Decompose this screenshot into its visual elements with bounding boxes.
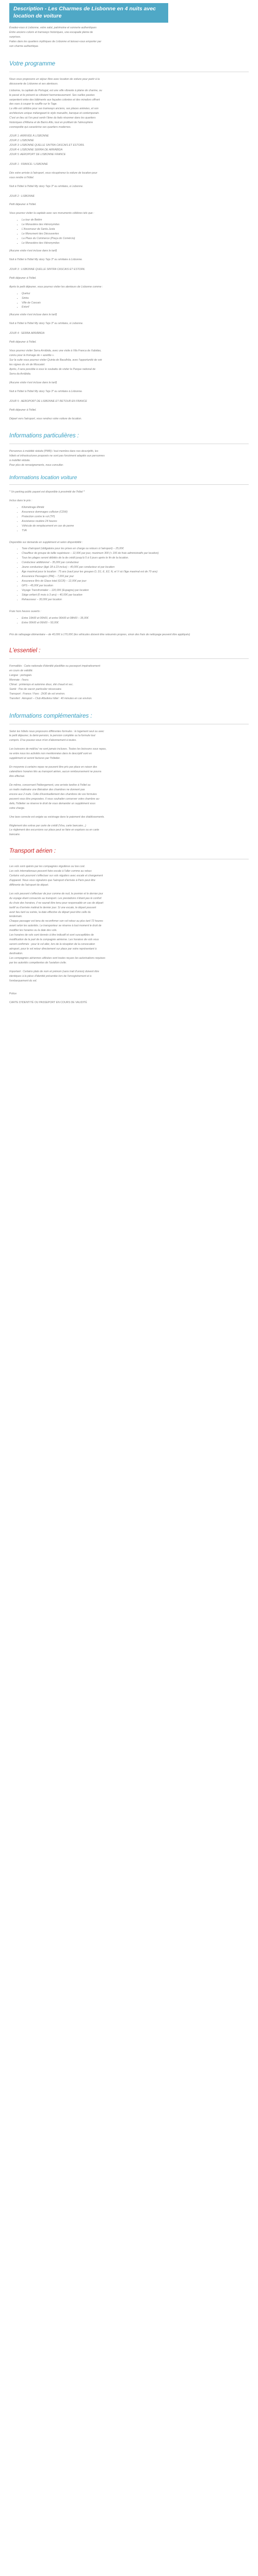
spacer xyxy=(9,253,249,258)
list-item: • Chauffeur de groupe de taille supérieure – 12,90€ par jour, maximum 300 (+ 10€ de frais administratifs par location) xyxy=(22,551,249,556)
day-title: JOUR 3 : LISBONNE QUELLE SINTRA CASCAIS ET ESTORIL xyxy=(9,267,86,271)
spacer xyxy=(9,629,249,633)
complementaires-title: Informations complémentaires : xyxy=(9,713,92,719)
location-title: Informations location voiture xyxy=(9,474,77,481)
day-text: Après, il sera possible à vous le soubattu de visiter le Parque national de xyxy=(9,367,95,371)
overview-item: JOUR 1: ARRIVÉE À LISBONNE xyxy=(9,134,49,138)
spacer xyxy=(9,385,249,389)
essentiel-line: en cours de validité. xyxy=(9,669,34,673)
spacer xyxy=(9,167,249,171)
para-line: du voyage étant consacrés au transport. Les prestations n'étant pas le confort xyxy=(9,896,102,900)
day-title: JOUR 2 : LISBONNE xyxy=(9,194,35,198)
essentiel-line: Langue : portugais. xyxy=(9,674,33,677)
day-2 xyxy=(9,194,249,262)
list-item: • GPS – 45,00€ par location xyxy=(22,584,249,588)
list-item: ▪ Le Monastère des Hiéronymites xyxy=(22,241,249,246)
spacer xyxy=(9,984,249,988)
spacer xyxy=(9,130,249,134)
pratiques-line: hôtels et infrastructures proposés ne sont pas forcément adaptés aux personnes xyxy=(9,454,105,458)
para-line: Certains vols pourront s'effectuer sur vols réguliers avec escale et changement xyxy=(9,874,103,877)
programme-overview xyxy=(9,134,249,157)
day-title: JOUR 5 : AEROPORT DE LISBONNE ET RETOUR EN FRANCE xyxy=(9,399,87,403)
para-line: delà, l'hôtelier se réserve le droit de vous demander un supplément sous xyxy=(9,802,95,805)
para-line: De même, concernant l'hébergement, une arrivée tardive à l'hôtel ou xyxy=(9,783,91,787)
spacer xyxy=(9,317,249,321)
page xyxy=(9,0,249,1020)
programme-lead-line: La ville est célèbre pour ses tramways anciens, ses places animées, et son xyxy=(9,107,99,111)
day-hotel: Nuit à l'hôtel à l'hôtel My story Tejo 3* ou similaire, à Lisbonne. xyxy=(9,184,84,188)
spacer xyxy=(9,336,249,340)
programme-lead-line: C'est un lieu où l'on peut sentir l'âme du fado résonner dans les quartiers xyxy=(9,116,96,120)
deposit-text: Prix de rattrapage élémentaire – de 40,00€ à 170,00€ (les véhicules doivent être retournés propres, sinon des frais de nettoyage peuvent être appliqués) xyxy=(9,633,190,636)
day-text: Après le petit déjeuner, vous pourrez visiter les alentours de Lisbonne comme : xyxy=(9,285,103,289)
list-item: • Conducteur additionnel – 35,00€ par conducteur xyxy=(22,561,249,565)
para-line: identiques à la pièce d'identité présentée lors de l'enregistrement et à xyxy=(9,974,92,978)
day-text: Sur la suite vous pourrez visiter Quinta de Bacalhôa, avec l'opportunité de voir xyxy=(9,359,102,362)
para-line: seront confirmés : pour le vol aller, lors de la réception de la convocation xyxy=(9,943,95,946)
para-line: d'appareil. Nous vous signalons que l'aéroport d'arrivée à Paris peut être xyxy=(9,878,95,882)
spacer xyxy=(9,536,249,540)
pratiques-line: à mobilité réduite. xyxy=(9,459,30,463)
spacer xyxy=(9,820,249,824)
para-line: Les boissons de midi/ou' ne sont jamais incluses. Toutes les boissons sous repas, xyxy=(9,748,107,751)
para-line: l'embarquement du vol. xyxy=(9,979,37,982)
essentiel-title: L'essentiel : xyxy=(9,648,41,654)
day-note: (Aucune visite n'est incluse dans le tarif) xyxy=(9,313,57,317)
monument-list xyxy=(9,218,249,246)
overview-item: JOUR 4: LISBONNE SERRA DE ARRÁBIDA xyxy=(9,148,63,151)
list-item: • Rehausseur – 30,00€ par location xyxy=(22,598,249,602)
day-4 xyxy=(9,331,249,394)
spacer xyxy=(9,996,249,1001)
para-line: par les autorités compétentes de l'aviation civile. xyxy=(9,961,67,964)
para-line: tardif ou d'arrivée matinal le dernier jour. Si une escale, le départ pouvant xyxy=(9,906,96,909)
spacer xyxy=(9,207,249,211)
list-item: • Entre 19h00 et 00h00, et entre 06h00 et 08h00 – 35,00€ xyxy=(22,616,249,621)
list-item: • Entre 00h00 et 06h00 – 50,00€ xyxy=(22,621,249,625)
day-hotel: Nuit à l'hôtel à l'hôtel My story Tejo 3* ou similaire à Lisbonne. xyxy=(9,389,83,393)
list-item: • TVA xyxy=(22,529,249,533)
day-text: Dès votre arrivée à l'aéroport, vous récupérerez la voiture de location pour xyxy=(9,171,98,175)
essentiel-line: Monnaie : l'euro. xyxy=(9,679,29,682)
complementaires-para xyxy=(9,765,249,779)
options-list xyxy=(9,547,249,602)
pratiques-line: Pour plus de renseignements, nous consulter. xyxy=(9,464,64,467)
list-item: • Assurance Bris de Glace total (GCR) – 12,00€ par jour xyxy=(22,579,249,584)
para-line: lendemain. xyxy=(9,915,23,919)
complementaires-para xyxy=(9,824,249,838)
list-item: • Véhicule de remplacement en cas de panne xyxy=(22,524,249,529)
list-item: • Jeune conducteur (âgé 18 à 23 inclus) – 40,00€ par conducteur et par location xyxy=(22,565,249,570)
para-line: Les vols peuvent s'effectuer de jour comme de nuit, le premier et le dernier jour xyxy=(9,892,103,895)
spacer xyxy=(9,404,249,408)
programme-lead-line: des vues à couper le souffle sur le Tage. xyxy=(9,103,57,106)
police-text: CARTE D'IDENTITÉ OU PASSEPORT EN COURS DE VALIDITÉ xyxy=(9,1001,87,1004)
day-text: Départ vers l'aéroport, vous rendrez votre voiture de location. xyxy=(9,417,82,420)
spacer xyxy=(9,198,249,202)
day-title: JOUR 4 : SERRA ARRÁBIDA xyxy=(9,332,45,335)
options-label: Disponible sur demande en supplément et selon disponibilité : xyxy=(9,540,83,544)
spacer xyxy=(9,495,249,499)
list-item: ▪ Ville de Cascais xyxy=(22,301,249,306)
day-meal: Petit déjeuner à l'hôtel. xyxy=(9,341,37,344)
overview-item: JOUR 2: LISBONNE xyxy=(9,139,34,143)
day-note: (Aucune visite n'est incluse dans le tarif) xyxy=(9,249,57,252)
programme-lead-line: historiques d'Alfama et de Bairro Alto, tout en profitant de l'atmosphère xyxy=(9,121,93,125)
programme-lead-line: architecture unique mélangeant le style manuélin, baroque et contemporain. xyxy=(9,112,100,115)
day-text: connu pour la fromage de « azeitão ». xyxy=(9,354,55,358)
intro-line: Évadez-vous à Lisbonne, votre salut, patrimoine et sonnerie authentiques xyxy=(9,26,96,30)
day-3 xyxy=(9,267,249,326)
intro-line: son charme authentique. xyxy=(9,45,39,48)
programme-lead-line: cosmopolite qui caractérise ses quartiers modernes. xyxy=(9,126,71,129)
programme-lead-line: Lisbonne, la capitale du Portugal, est une ville vibrante à plaine de charme, ou xyxy=(9,89,102,92)
pratiques-text xyxy=(9,449,249,468)
spacer xyxy=(9,377,249,381)
essentiel-line: Transport : France / Faro : 2h30 de vol environ. xyxy=(9,692,66,696)
complementaires-para xyxy=(9,730,249,743)
para-line: Les compagnies aériennes utilisées sont toutes reçues les autorisations requises xyxy=(9,956,105,960)
para-line: Les horaires de vols sont donnés à titre indicatif et sont susceptibles de xyxy=(9,934,94,937)
programme-lead-line: le passé et le présent se côtoient harmonieusement. Ses ruelles pavées xyxy=(9,93,95,97)
list-item: • Kilométrage illimité xyxy=(22,505,249,510)
divider xyxy=(9,658,249,659)
day-hotel: Nuit à l'hôtel à l'hôtel My story Tejo 3* ou similaire à Lisbonne. xyxy=(9,258,83,261)
pratiques-line: Personnes à mobilité réduite (PMR) / tout membre dans nos descriptifs, les xyxy=(9,450,99,453)
list-item: • Taxe d'aéroport (obligatoire pour les prises en charge ou retours à l'aéroport) – 25,00€ xyxy=(22,547,249,551)
para-line: Chaque passager est tenu de reconfirmer son vol retour au plus tard 72 heures xyxy=(9,920,103,923)
list-item: • Tous les plages seront débités de la de crédit jusqu'à 5 à 6 jours après le fin de la location. xyxy=(22,556,249,561)
included-label: Inclus dans le prix : xyxy=(9,499,33,502)
intro xyxy=(9,26,249,49)
overview-item: JOUR 3: LISBONNE QUELLE SINTRA CASCAIS ET ESTORIL xyxy=(9,143,85,147)
para-line: Les vols sont opérés par les compagnies régulières ou low cost. xyxy=(9,865,86,869)
pratiques-title: Informations particulières : xyxy=(9,433,79,439)
para-line: un matin matinaire une libération des chambres ne donnent pas xyxy=(9,788,85,791)
spacer xyxy=(9,779,249,783)
para-line: aéroport, pour le vol retour directement sur place par votre représentant à xyxy=(9,947,96,951)
spacer xyxy=(9,345,249,349)
para-line: le petit déjeuner, la demi-pension, la pension complète ou la formule tout xyxy=(9,734,95,738)
essentiel-line: Climat : printemps et automne doux, été chaud et sec. xyxy=(9,683,74,686)
day-5 xyxy=(9,399,249,421)
transport-para xyxy=(9,865,249,888)
list-item: ▪ Estoril xyxy=(22,305,249,310)
spacer xyxy=(9,988,249,992)
para-line: encore aux 2 nuits. Celle d'éventuellement des chambres de vos formules xyxy=(9,792,97,796)
spacer xyxy=(9,743,249,747)
list-item: ▪ Queluz xyxy=(22,292,249,296)
list-item: • Protection contre le vol (TP) xyxy=(22,515,249,519)
para-line: avant selon les autorités. Le transporteur se réserve à tout moment le droit de xyxy=(9,924,102,928)
spacer xyxy=(9,888,249,892)
para-line: calendriers horaires liés au transport aérien, aucun remboursement ne pourra xyxy=(9,770,102,774)
para-line: modification de la part de la compagnie aérienne. Les horaires de vols vous xyxy=(9,938,99,942)
spacer xyxy=(9,605,249,609)
intro-line: Faites dans les quartiers mythiques de Lisbonne et laissez-vous emporter par xyxy=(9,40,102,44)
para-line: bancaire. xyxy=(9,833,21,837)
list-item: ▪ La tour de Belém xyxy=(22,218,249,223)
para-line: En moyenne à certains repas ne pouvent être pris par place en raison des xyxy=(9,766,98,769)
list-item: ▪ L'Ascenseur de Santa Justa xyxy=(22,227,249,232)
list-item: • Voyage Transfrontalier – 120,00€ (Espagne) par location xyxy=(22,588,249,593)
spacer xyxy=(9,180,249,184)
para-line: Une taxe correcte est exigée au voisinage dans le paiement des établissements. xyxy=(9,815,105,819)
spacer xyxy=(9,413,249,417)
day-1 xyxy=(9,162,249,189)
list-item: ▪ Le Monastère des Hiéronymites xyxy=(22,223,249,227)
day-title: JOUR 1 : FRANCE / LISBONNE xyxy=(9,162,48,166)
transport-para xyxy=(9,970,249,984)
day-hotel: Nuit à l'hôtel à l'hôtel My story Tejo 3* ou similaire, à Lisbonne. xyxy=(9,322,84,326)
day-text: Serra da Arrábida. xyxy=(9,372,31,376)
para-line: être effectué. xyxy=(9,775,25,778)
para-line: Le règlement des excursions sur place peut se faire en espèces ou en carte xyxy=(9,828,100,832)
para-line: du choix des horaires, il ne saurait être tenu pour responsable en cas de départ xyxy=(9,901,104,905)
day-meal: Petit déjeuner à l'hôtel. xyxy=(9,276,37,280)
day-note: (Aucune visite n'est incluse dans le tarif) xyxy=(9,381,57,384)
list-item: • Âge maximal pour la location : 75 ans (sauf pour les groupes D, D1, E, E2, N, et V où l'âge maximal est de 70 ans) xyxy=(22,570,249,574)
para-line: votre charge. xyxy=(9,806,25,810)
day-text: vous rendre à l'hôtel. xyxy=(9,176,34,179)
place-list xyxy=(9,292,249,310)
divider xyxy=(9,484,249,485)
para-line: Réglement des extras par carte de crédit (Visa, carte bancaire...) xyxy=(9,824,86,827)
programme-lead-line: serpentent entre des bâtiments aux façades colorées et des miradors offrant xyxy=(9,98,100,101)
para-line: différente de l'aéroport de départ. xyxy=(9,883,49,887)
spacer xyxy=(9,272,249,276)
fees-list xyxy=(9,616,249,625)
essentiel-line: Santé : Pas de vaccin particulier nécessaire. xyxy=(9,687,62,691)
included-list xyxy=(9,505,249,533)
transport-para xyxy=(9,892,249,965)
para-line: avoir lieu tard ou soirée, la date effective du départ peut être celle du xyxy=(9,910,91,914)
list-item: • Assurance dommages collision (CDW) xyxy=(22,510,249,515)
police-title: Police xyxy=(9,992,17,995)
day-meal: Petit déjeuner à l'hôtel. xyxy=(9,408,37,412)
overview-item: JOUR 5: AEROPORT DE LISBONNE FRANCE xyxy=(9,152,66,156)
para-line: Les vols internationaux peuvent faire escale à l'aller comme au retour. xyxy=(9,870,92,873)
complementaires-para xyxy=(9,815,249,820)
para-line: peuvent vous être proposées. Il vous souhaiter conserver votre chambre au- xyxy=(9,797,100,801)
location-lead: * Un parking public payant est disponible à proximité de l'hôtel * xyxy=(9,490,85,494)
programme-lead-line: découverte de Lisbonne et ses alentours. xyxy=(9,82,58,86)
para-line: Selon les hôtels nous proposons différentes formules : le logement seul ou avec xyxy=(9,730,104,733)
para-line: Important : Certains plats de nom et prénom (sans trait d'union) doivent être xyxy=(9,970,99,973)
programme-lead xyxy=(9,77,249,130)
page-title-banner: Description - Les Charmes de Lisbonne en 4 nuits avec location de voiture xyxy=(9,3,168,23)
intro-line: Entre anciens coloris et tramways historiques, une escapade pleine de xyxy=(9,31,93,35)
transport-title: Transport aérien : xyxy=(9,848,56,855)
list-item: ▪ La Place du Commerce (Praça do Comércio) xyxy=(22,236,249,241)
spacer xyxy=(9,281,249,285)
day-meal: Petit déjeuner à l'hôtel. xyxy=(9,203,37,207)
list-item: • Siège enfant (0 mois à 3 ans) – 40,00€ par location xyxy=(22,593,249,598)
fees-label: Frais hors heures ouverts : xyxy=(9,609,41,613)
programme-lead-line: Nous vous proposons un séjour libre avec location de voiture pour partir à la xyxy=(9,77,100,81)
list-item: • Assistance routière 24 heures xyxy=(22,519,249,524)
para-line: modifier les horaires ou la date des vols. xyxy=(9,929,57,933)
day-text: les vignes du vin de Moscatel. xyxy=(9,363,45,366)
para-line: supplément et seront factures par l'hôtelier. xyxy=(9,757,61,760)
complementaires-para xyxy=(9,747,249,761)
complementaires-para xyxy=(9,783,249,811)
list-item: ▪ Sintra xyxy=(22,296,249,301)
day-text: Vous pourrez visiter la capitale avec ses monuments célèbres tels que : xyxy=(9,212,94,215)
list-item: ▪ Le Monument des Découvertes xyxy=(22,232,249,236)
programme-title: Votre programme xyxy=(9,61,56,67)
spacer xyxy=(9,811,249,815)
essentiel-line: Formalités : Carte nationale d'identité plastifiée ou passeport impérativement xyxy=(9,665,101,668)
spacer xyxy=(9,965,249,970)
para-line: destination. xyxy=(9,952,23,955)
day-text: Vous pourrez visiter Serra Arrábida, avec une visite à Vila Franca de Xabidas, xyxy=(9,349,102,353)
intro-line: surprises. xyxy=(9,36,21,39)
para-line: compris. D'ou pouvez-vous m'en d'abonnement à toutes. xyxy=(9,739,77,742)
para-line: ne entre nous les activités non mentionnées dans le descriptif sont en xyxy=(9,752,92,756)
list-item: • Assurance Passagers (PAI) – 7,00€ par jour xyxy=(22,574,249,579)
spacer xyxy=(9,761,249,765)
essentiel-line: Transfert : Aéroport – Club Albufeira hôtel : 40 minutes en car environ. xyxy=(9,697,92,700)
essentiel-list xyxy=(9,664,249,701)
